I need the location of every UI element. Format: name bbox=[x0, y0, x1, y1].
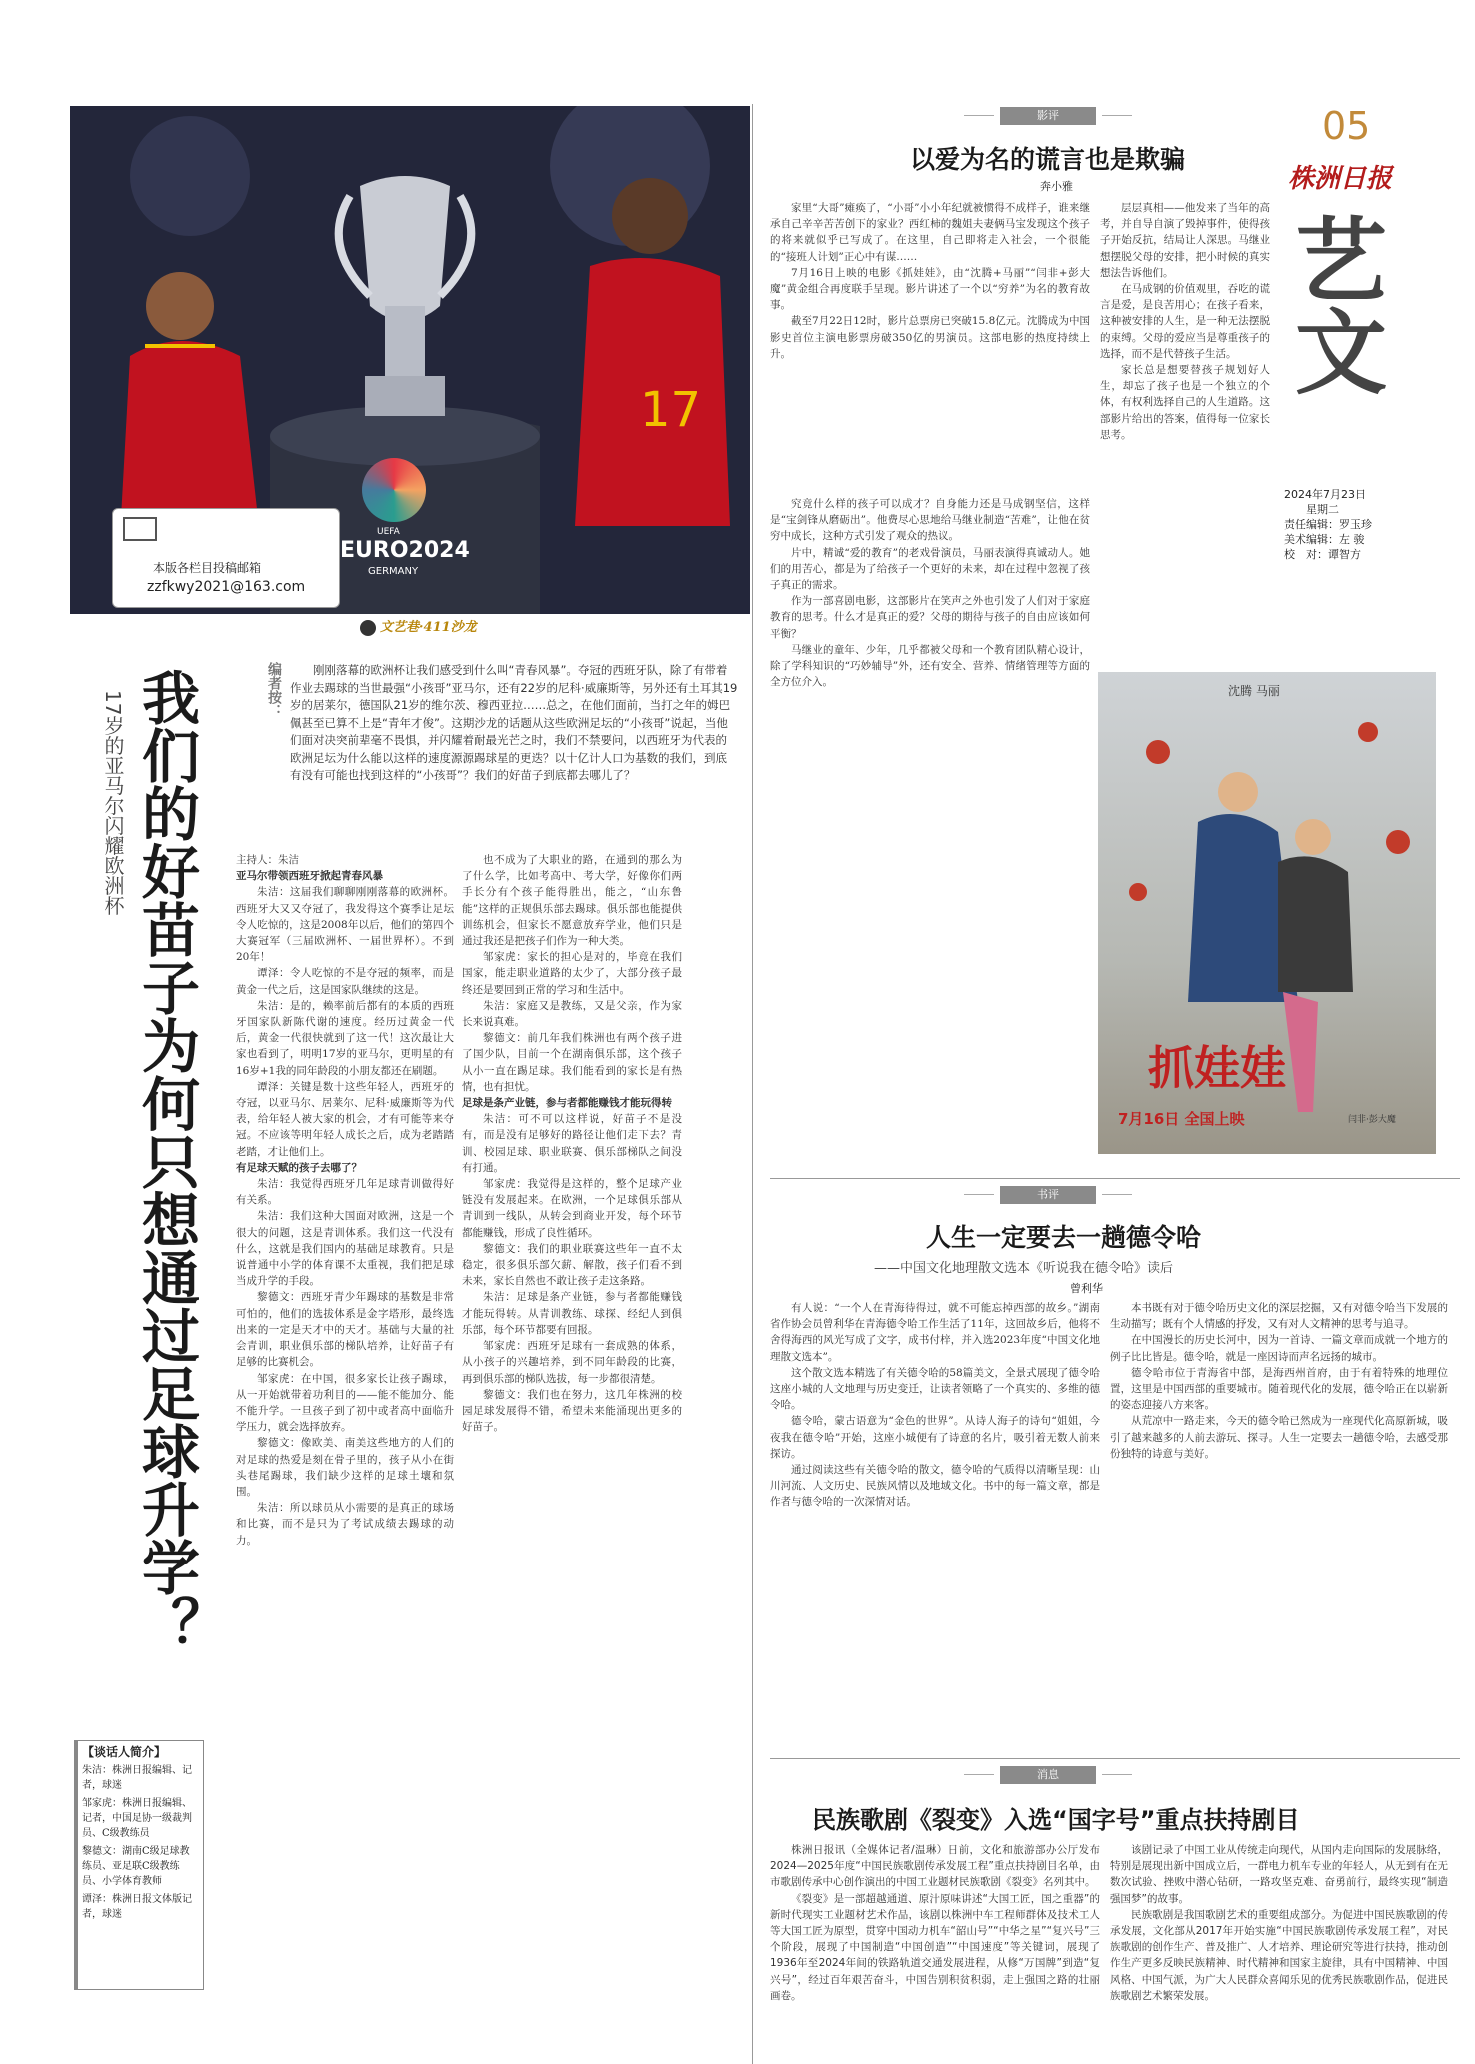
euro-logo-text: EURO2024 bbox=[340, 538, 470, 563]
issue-date: 2024年7月23日 bbox=[1284, 488, 1366, 501]
paragraph: 从荒凉中一路走来，今天的德令哈已然成为一座现代化高原新城，吸引了越来越多的人前去游玩、探寻。人生一定要去一趟德令哈，去感受那份独特的诗意与美好。 bbox=[1110, 1415, 1448, 1460]
main-col-1 bbox=[236, 852, 454, 2012]
paragraph: 该剧记录了中国工业从传统走向现代，从国内走向国际的发展脉络，特别是展现出新中国成立后，一群电力机车专业的年轻人，从无到有在无数次试验、挫败中潜心钻研，一路攻坚克难、奋勇前行，最终实现“制造强国梦”的故事。 bbox=[1110, 1844, 1448, 1905]
subhead-1: 亚马尔带领西班牙掀起青春风暴 bbox=[236, 870, 383, 883]
paragraph: 民族歌剧是我国歌剧艺术的重要组成部分。为促进中国民族歌剧的传承发展，文化部从2017年开始实施“中国民族歌剧传承发展工程”，对民族歌剧的创作生产、普及推广、人才培养、理论研究等进行扶持，推动创作生产更多反映民族精神、时代精神和国家主旋律，具有中国精神、中国风格、中国气派，为广大人民群众喜闻乐见的优秀民族歌剧作品，促进民族歌剧艺术繁荣发展。 bbox=[1110, 1908, 1448, 2002]
paragraph: 在马成钢的价值观里，吞吃的谎言是爱，是良苦用心；在孩子看来，这种被安排的人生，是一种无法摆脱的束缚。父母的爱应当是尊重孩子的选择，而不是代替孩子生活。 bbox=[1100, 283, 1270, 360]
paragraph: 究竟什么样的孩子可以成才？自身能力还是马成钢坚信，这样是“宝剑锋从磨砺出”。他费尽心思地给马继业制造“苦难”，让他在贫穷中成长，这种方式引发了观众的热议。 bbox=[770, 498, 1090, 543]
section-name: 艺文 bbox=[1280, 212, 1388, 396]
proofread-credit: 校 对：谭智方 bbox=[1284, 548, 1361, 561]
review-col-2 bbox=[770, 496, 1090, 1156]
paragraph: 通过阅读这些有关德令哈的散文，德令哈的气质得以清晰呈现：山川河流、人文历史、民族风情以及地域文化。书中的每一篇文章，都是作者与德令哈的一次深情对话。 bbox=[770, 1464, 1100, 1509]
paragraph: 7月16日上映的电影《抓娃娃》，由“沈腾+马丽”“闫非+彭大魔”黄金组合再度联手呈现。影片讲述了一个以“穷养”为名的教育故事。 bbox=[770, 266, 1090, 312]
paragraph: 邹家虎：西班牙足球有一套成熟的体系，从小孩子的兴趣培养，到不同年龄段的比赛，再到俱乐部的梯队选拔，每一步都很清楚。 bbox=[462, 1340, 682, 1385]
host-line: 主持人：朱洁 bbox=[236, 854, 299, 866]
paragraph: 家长总是想要替孩子规划好人生，却忘了孩子也是一个独立的个体，有权利选择自己的人生道路。这部影片给出的答案，值得每一位家长思考。 bbox=[1100, 364, 1270, 441]
paragraph: 本书既有对于德令哈历史文化的深层挖掘，又有对德令哈当下发展的生动描写；既有个人情感的抒发，又有对人文精神的思考与追寻。 bbox=[1110, 1302, 1448, 1331]
jersey-number: 17 bbox=[640, 382, 702, 438]
paragraph: 朱洁：所以球员从小需要的是真正的球场和比赛，而不是只为了考试成绩去踢球的动力。 bbox=[236, 1502, 454, 1547]
bio-item: 谭泽：株洲日报文体版记者，球迷 bbox=[82, 1894, 192, 1920]
book-title: 人生一定要去一趟德令哈 bbox=[926, 1223, 1202, 1252]
book-label: 书评 bbox=[1000, 1186, 1096, 1204]
bio-item: 朱洁：株洲日报编辑、记者，球迷 bbox=[82, 1765, 192, 1791]
submission-label: 本版各栏目投稿邮箱 bbox=[153, 561, 262, 575]
paragraph: 黎德文：前几年我们株洲也有两个孩子进了国少队，目前一个在湖南俱乐部，这个孩子从小一直在踢足球。我们能看到的家长是有热情，也有担忧。 bbox=[462, 1032, 682, 1093]
paragraph: 朱洁：足球是条产业链，参与者都能赚钱才能玩得转。从青训教练、球探、经纪人到俱乐部，每个环节都要有回报。 bbox=[462, 1291, 682, 1336]
news-col-1 bbox=[770, 1842, 1100, 2052]
book-col-2 bbox=[1110, 1300, 1448, 1750]
main-col-2 bbox=[462, 852, 682, 2012]
main-headline: 我们的好苗子为何只想通过足球升学？ bbox=[132, 668, 200, 1654]
submission-box bbox=[112, 508, 340, 608]
news-title: 民族歌剧《裂变》入选“国字号”重点扶持剧目 bbox=[812, 1806, 1300, 1834]
paragraph: 这个散文选本精选了有关德令哈的58篇美文，全景式展现了德令哈这座小城的人文地理与历史变迁，让读者领略了一个真实的、多维的德令哈。 bbox=[770, 1366, 1100, 1412]
vinyl-icon bbox=[360, 620, 376, 636]
paragraph: 有人说：“一个人在青海待得过，就不可能忘掉西部的故乡。”湖南省作协会员曾利华在青海德令哈工作生活了11年，这回故乡后，他将不舍得海西的风光写成了文字，成书付梓，并入选2023年度“中国文化地理散文选本”。 bbox=[770, 1302, 1100, 1363]
bio-title: 【谈话人简介】 bbox=[82, 1745, 167, 1759]
paragraph: 黎德文：西班牙青少年踢球的基数是非常可怕的，他们的选拔体系是金字塔形，最终选出来的一定是天才中的天才。基础与大量的社会青训，职业俱乐部的梯队培养，让好苗子有足够的比赛机会。 bbox=[236, 1291, 454, 1369]
column-tag bbox=[360, 616, 477, 636]
paragraph: 邹家虎：我觉得是这样的，整个足球产业链没有发展起来。在欧洲，一个足球俱乐部从青训到一线队，从转会到商业开发，每个环节都能赚钱，形成了良性循环。 bbox=[462, 1178, 682, 1239]
paper-name: 株洲日报 bbox=[1288, 164, 1393, 194]
paragraph: 也不成为了大职业的路，在通到的那么为了什么学，比如考高中、考大学，好像你们两手长分有个孩子能得胜出，能之，“山东鲁能”这样的正规俱乐部去踢球。俱乐部也能提供训练机会，但家长不愿意放弃学业，他们只是通过我还是把孩子们作为一种大类。 bbox=[462, 854, 682, 948]
subhead-3: 足球是条产业链，参与者都能赚钱才能玩得转 bbox=[462, 1097, 672, 1110]
poster-title: 抓娃娃 bbox=[1148, 1041, 1286, 1095]
euro-logo-emblem bbox=[362, 458, 426, 522]
paragraph: 作为一部喜剧电影，这部影片在笑声之外也引发了人们对于家庭教育的思考。什么才是真正的爱？父母的期待与孩子的自由应该如何平衡？ bbox=[770, 595, 1090, 640]
paragraph: 黎德文：像欧美、南美这些地方的人们的对足球的热爱是刻在骨子里的，孩子从小在街头巷尾踢球，我们缺少这样的足球土壤和氛围。 bbox=[236, 1437, 454, 1498]
paragraph: 朱洁：家庭又是教练，又是父亲，作为家长来说真难。 bbox=[462, 999, 682, 1029]
poster-date: 7月16日 全国上映 bbox=[1118, 1110, 1245, 1128]
paragraph: 朱洁：可不可以这样说，好苗子不是没有，而是没有足够好的路径让他们走下去？青训、校园足球、职业联赛、俱乐部梯队之间没有打通。 bbox=[462, 1113, 682, 1174]
poster-credit: 闫非·彭大魔 bbox=[1348, 1115, 1396, 1125]
euro-logo-sub: GERMANY bbox=[368, 566, 419, 577]
review-col-1 bbox=[770, 200, 1090, 490]
review-author: 奔小雅 bbox=[1040, 180, 1073, 193]
paragraph: 黎德文：我们也在努力，这几年株洲的校园足球发展得不错，希望未来能涌现出更多的好苗子。 bbox=[462, 1388, 682, 1434]
subhead-2: 有足球天赋的孩子去哪了？ bbox=[236, 1161, 362, 1174]
editor-credit: 责任编辑：罗玉珍 bbox=[1284, 518, 1372, 531]
page-number: 05 bbox=[1322, 104, 1371, 148]
paragraph: 片中，精诚“爱的教育”的老戏骨演员，马丽表演得真诚动人。她们的用苦心，都是为了给孩子一个更好的未来，却在过程中忽视了孩子真正的需求。 bbox=[770, 546, 1090, 592]
art-editor-credit: 美术编辑：左 骏 bbox=[1284, 533, 1365, 546]
paragraph: 《裂变》是一部超越通道、原汁原味讲述“大国工匠，国之重器”的新时代现实工业题材艺术作品，该剧以株洲中车工程师群体及技术工人等大国工匠为原型，贯穿中国动力机车“韶山号”“中华之星”“复兴号”三个阶段，展现了中国制造“中国创造”“中国速度”等关键词，展现了1936年至2024年间的铁路轨道交通发展进程，从修“万国牌”到造“复兴号”，经过百年艰苦奋斗，中国告别积贫积弱，走上强国之路的壮丽画卷。 bbox=[770, 1892, 1100, 2002]
editor-note-label: 编者按： bbox=[266, 662, 282, 718]
bio-box bbox=[74, 1740, 204, 1990]
paragraph: 谭泽：关键是数十这些年轻人，西班牙的夺冠，以亚马尔、居莱尔、尼科·威廉斯等为代表，给年轻人被大家的机会，才有可能等来夺冠。不应该等明年轻人成长之后，成为老踏踏老踏，才让他们上。 bbox=[236, 1080, 454, 1158]
column-divider bbox=[752, 104, 753, 2064]
column-tag-text: 文艺巷·411沙龙 bbox=[380, 620, 477, 635]
submission-email[interactable]: zzfkwy2021@163.com bbox=[147, 579, 306, 595]
paragraph: 朱洁：是的，赖率前后都有的本质的西班牙国家队新陈代谢的速度。经历过黄金一代后，黄金一代很快就到了这一代！这次最让大家也看到了，明明17岁的亚马尔，更明星的有16岁+1我的同年龄段的小朋友都还在刷题。 bbox=[236, 999, 454, 1077]
paragraph: 家里“大哥”瘫痪了，“小哥”小小年纪就被惯得不成样子，谁来继承自己辛辛苦苦创下的家业？西红柿的魏姐夫妻俩马宝发现这个孩子的将来就似乎已写成了。在这里，自己即将走入社会，一个很能的“接班人计划”正心中有谋…… bbox=[770, 202, 1090, 263]
news-label: 消息 bbox=[1000, 1766, 1096, 1784]
mail-icon bbox=[123, 517, 157, 541]
bio-item: 邹家虎：株洲日报编辑、记者，中国足协一级裁判员、C级教练员 bbox=[82, 1798, 192, 1839]
review-title: 以爱为名的谎言也是欺骗 bbox=[910, 145, 1186, 174]
book-author: 曾利华 bbox=[1070, 1282, 1103, 1295]
issue-weekday: 星期二 bbox=[1306, 503, 1339, 516]
paragraph: 朱洁：我们这种大国面对欧洲，这是一个很大的问题，这是青训体系。我们这一代没有什么，这就是我们国内的基础足球教育。只是说普通中小学的体育课不太重视，我们把足球当成升学的手段。 bbox=[236, 1210, 454, 1288]
review-col-3 bbox=[1100, 200, 1270, 660]
editor-note-text: 刚刚落幕的欧洲杯让我们感受到什么叫“青春风暴”。夺冠的西班牙队，除了有带着作业去踢球的当世最强“小孩哥”亚马尔，还有22岁的尼科·威廉斯等，另外还有土耳其19岁的居莱尔，德国队21岁的维尔茨、穆西亚拉……总之，在他们面前，当打之年的姆巴佩甚至已算不上是“青年才俊”。这期沙龙的话题从这些欧洲足坛的“小孩哥”说起，当他们面对决突前辈毫不畏惧，并闪耀着耐最光芒之时，我们不禁要问，以西班牙为代表的欧洲足坛为什么能以这样的速度源源踢球星的更迭？以十亿计人口为基数的我们，到底有没有可能也找到这样的“小孩哥”？我们的好苗子到底都去哪儿了？ bbox=[290, 663, 738, 782]
paragraph: 德令哈市位于青海省中部，是海西州首府，由于有着特殊的地理位置，这里是中国西部的重要城市。随着现代化的发展，德令哈正在以崭新的姿态迎接八方来客。 bbox=[1110, 1366, 1448, 1412]
book-col-1 bbox=[770, 1300, 1100, 1750]
poster-names: 沈腾 马丽 bbox=[1228, 684, 1280, 698]
book-subtitle: ——中国文化地理散文选本《听说我在德令哈》读后 bbox=[874, 1261, 1174, 1276]
news-col-2 bbox=[1110, 1842, 1448, 2052]
paragraph: 德令哈，蒙古语意为“金色的世界”。从诗人海子的诗句“姐姐，今夜我在德令哈”开始，这座小城便有了诗意的名片，吸引着无数人前来探访。 bbox=[770, 1415, 1100, 1460]
main-deck: 17岁的亚马尔闪耀欧洲杯 bbox=[101, 690, 125, 916]
paragraph: 在中国漫长的历史长河中，因为一首诗、一篇文章而成就一个地方的例子比比皆是。德令哈，就是一座因诗而声名远扬的城市。 bbox=[1110, 1334, 1448, 1363]
paragraph: 马继业的童年、少年，几乎都被父母和一个教育团队精心设计，除了学科知识的“巧妙辅导”外，还有安全、营养、情绪管理等方面的全方位介入。 bbox=[770, 643, 1090, 689]
paragraph: 谭泽：令人吃惊的不是夺冠的频率，而是黄金一代之后，这是国家队继续的这是。 bbox=[236, 967, 454, 996]
paragraph: 朱洁：我觉得西班牙几年足球青训做得好有关系。 bbox=[236, 1178, 454, 1207]
paragraph: 邹家虎：家长的担心是对的，毕竟在我们国家，能走职业道路的太少了，大部分孩子最终还是要回到正常的学习和生活中。 bbox=[462, 951, 682, 996]
review-label: 影评 bbox=[1000, 107, 1096, 125]
movie-poster bbox=[1098, 672, 1436, 1154]
paragraph: 朱洁：这届我们聊聊刚刚落幕的欧洲杯。西班牙大又又夺冠了，我发得这个赛季让足坛令人吃惊的，这是2008年以后，他们的第四个大赛冠军（三届欧洲杯、一届世界杯）。不到20年！ bbox=[236, 886, 454, 964]
euro-logo-uefa: UEFA bbox=[377, 527, 400, 537]
paragraph: 黎德文：我们的职业联赛这些年一直不太稳定，很多俱乐部欠薪、解散，孩子们看不到未来，家长自然也不敢让孩子走这条路。 bbox=[462, 1242, 682, 1288]
paragraph: 截至7月22日12时，影片总票房已突破15.8亿元。沈腾成为中国影史首位主演电影票房破350亿的男演员。这部电影的热度持续上升。 bbox=[770, 315, 1090, 360]
paragraph: 株洲日报讯（全媒体记者/温琳）日前，文化和旅游部办公厅发布2024—2025年度“中国民族歌剧传承发展工程”重点扶持剧目名单，由市歌剧传承中心创作演出的中国工业题材民族歌剧《裂变》名列其中。 bbox=[770, 1844, 1100, 1889]
paragraph: 邹家虎：在中国，很多家长让孩子踢球，从一开始就带着功利目的——能不能加分、能不能升学。一旦孩子到了初中或者高中面临升学压力，就会选择放弃。 bbox=[236, 1372, 454, 1434]
section-divider bbox=[770, 1178, 1460, 1179]
section-divider bbox=[770, 1758, 1460, 1759]
bio-item: 黎德文：湖南C级足球教练员、亚足联C级教练员、小学体育教师 bbox=[82, 1846, 190, 1887]
paragraph: 层层真相——他发来了当年的高考，并自导自演了毁掉事件，使得孩子开始反抗，结局让人深思。马继业想摆脱父母的安排，把小时候的真实想法告诉他们。 bbox=[1100, 202, 1270, 279]
